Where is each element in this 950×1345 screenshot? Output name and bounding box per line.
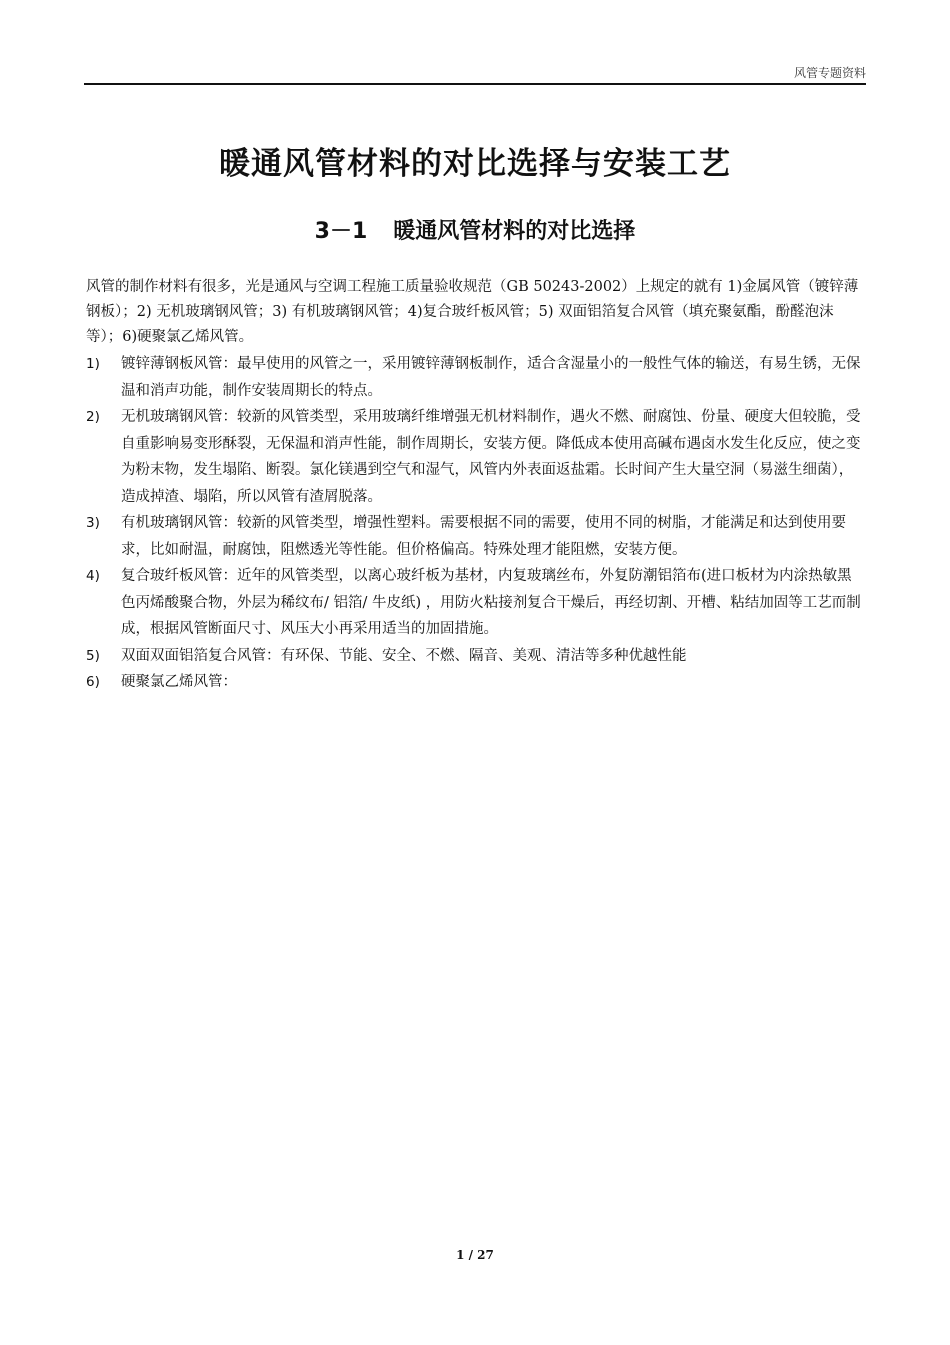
list-item-number: 4) (86, 568, 100, 584)
list-item-text: 硬聚氯乙烯风管： (121, 674, 237, 690)
list-item-text: 镀锌薄钢板风管：最早使用的风管之一，采用镀锌薄钢板制作，适合含湿量小的一般性气体的输送，有易生锈，无保温和消声功能，制作安装周期长的特点。 (121, 356, 861, 399)
intro-paragraph: 风管的制作材料有很多，光是通风与空调工程施工质量验收规范（GB 50243-2002）上规定的就有 1)金属风管（镀锌薄钢板）；2) 无机玻璃钢风管；3) 有机玻璃钢风管；4)复合玻纤板风管；5) 双面铝箔复合风管（填充聚氨酯，酚醛泡沫等）；6)硬聚氯乙烯风管。 (86, 279, 859, 345)
list-item-number: 2) (86, 409, 100, 425)
list-item (86, 404, 866, 510)
page-number: 1 / 27 (456, 1248, 494, 1262)
list-item-number: 1) (86, 356, 100, 372)
list-item (86, 510, 866, 563)
header-label: 风管专题资料 (793, 66, 866, 80)
list-item-text: 有机玻璃钢风管：较新的风管类型，增强性塑料。需要根据不同的需要，使用不同的树脂，才能满足和达到使用要求，比如耐温，耐腐蚀，阻燃透光等性能。但价格偏高。特殊处理才能阻燃，安装方便。 (121, 515, 846, 558)
list-item (86, 669, 866, 696)
list-item (86, 563, 866, 643)
list-item-number: 5) (86, 647, 100, 664)
list-item (86, 351, 866, 404)
header-rule (84, 83, 866, 85)
page-title: 暖通风管材料的对比选择与安装工艺 (219, 146, 731, 182)
list-item-text: 双面双面铝箔复合风管：有环保、节能、安全、不燃、隔音、美观、清洁等多种优越性能 (121, 647, 687, 664)
list-item-number: 3) (86, 515, 100, 531)
section-number: 3－1 (314, 219, 368, 244)
material-list (86, 351, 866, 696)
list-item (86, 643, 866, 670)
list-item-text: 无机玻璃钢风管：较新的风管类型，采用玻璃纤维增强无机材料制作，遇火不燃、耐腐蚀、份量、硬度大但较脆，受自重影响易变形酥裂，无保温和消声性能，制作周期长，安装方便。降低成本使用高碱布遇卤水发生化反应，使之变为粉末物，发生塌陷、断裂。氯化镁遇到空气和湿气，风管内外表面返盐霜。长时间产生大量空洞（易滋生细菌），造成掉渣、塌陷，所以风管有渣屑脱落。 (121, 409, 861, 505)
section-heading-text: 暖通风管材料的对比选择 (393, 219, 636, 244)
list-item-text: 复合玻纤板风管：近年的风管类型，以离心玻纤板为基材，内复玻璃丝布，外复防潮铝箔布(进口板材为内涂热敏黑色丙烯酸聚合物，外层为稀纹布/ 铝箔/ 牛皮纸) ，用防火粘接剂复合干燥后，再经切割、开槽、粘结加固等工艺而制成，根据风管断面尺寸、风压大小再采用适当的加固措施。 (121, 568, 861, 637)
list-item-number: 6) (86, 674, 100, 690)
section-heading (0, 214, 950, 245)
